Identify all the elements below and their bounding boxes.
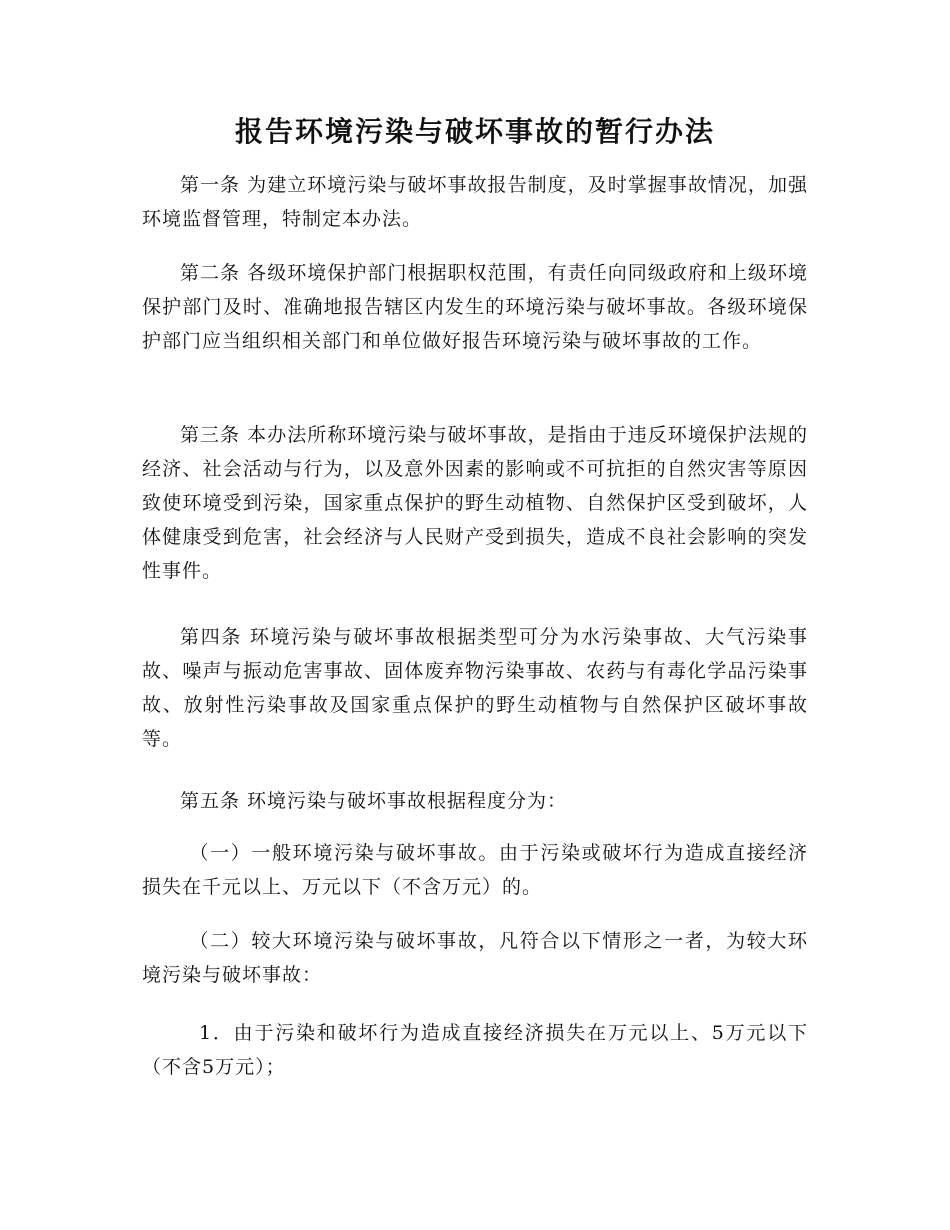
article-5-paragraph: 第五条 环境污染与破坏事故根据程度分为： <box>180 790 568 812</box>
article-1-paragraph: 第一条 为建立环境污染与破坏事故报告制度，及时掌握事故情况，加强环境监督管理，特制定本办法。 <box>142 174 808 230</box>
item-1-paragraph: 1．由于污染和破坏行为造成直接经济损失在万元以上、5万元以下（不含5万元）； <box>142 1022 808 1078</box>
document-title: 报告环境污染与破坏事故的暂行办法 <box>234 115 715 148</box>
article-2-paragraph: 第二条 各级环境保护部门根据职权范围，有责任向同级政府和上级环境保护部门及时、准确地报告辖区内发生的环境污染与破坏事故。各级环境保护部门应当组织相关部门和单位做好报告环境污染与破坏事故的工作。 <box>142 262 808 352</box>
article-4-paragraph: 第四条 环境污染与破坏事故根据类型可分为水污染事故、大气污染事故、噪声与振动危害事故、固体废弃物污染事故、农药与有毒化学品污染事故、放射性污染事故及国家重点保护的野生动植物与自然保护区破坏事故等。 <box>142 626 808 750</box>
clause-2-paragraph: （二）较大环境污染与破坏事故，凡符合以下情形之一者，为较大环境污染与破坏事故： <box>142 930 808 986</box>
article-3-paragraph: 第三条 本办法所称环境污染与破坏事故，是指由于违反环境保护法规的经济、社会活动与行为，以及意外因素的影响或不可抗拒的自然灾害等原因致使环境受到污染，国家重点保护的野生动植物、自然保护区受到破坏，人体健康受到危害，社会经济与人民财产受到损失，造成不良社会影响的突发性事件。 <box>142 424 808 582</box>
clause-1-paragraph: （一）一般环境污染与破坏事故。由于污染或破坏行为造成直接经济损失在千元以上、万元以下（不含万元）的。 <box>142 842 808 898</box>
